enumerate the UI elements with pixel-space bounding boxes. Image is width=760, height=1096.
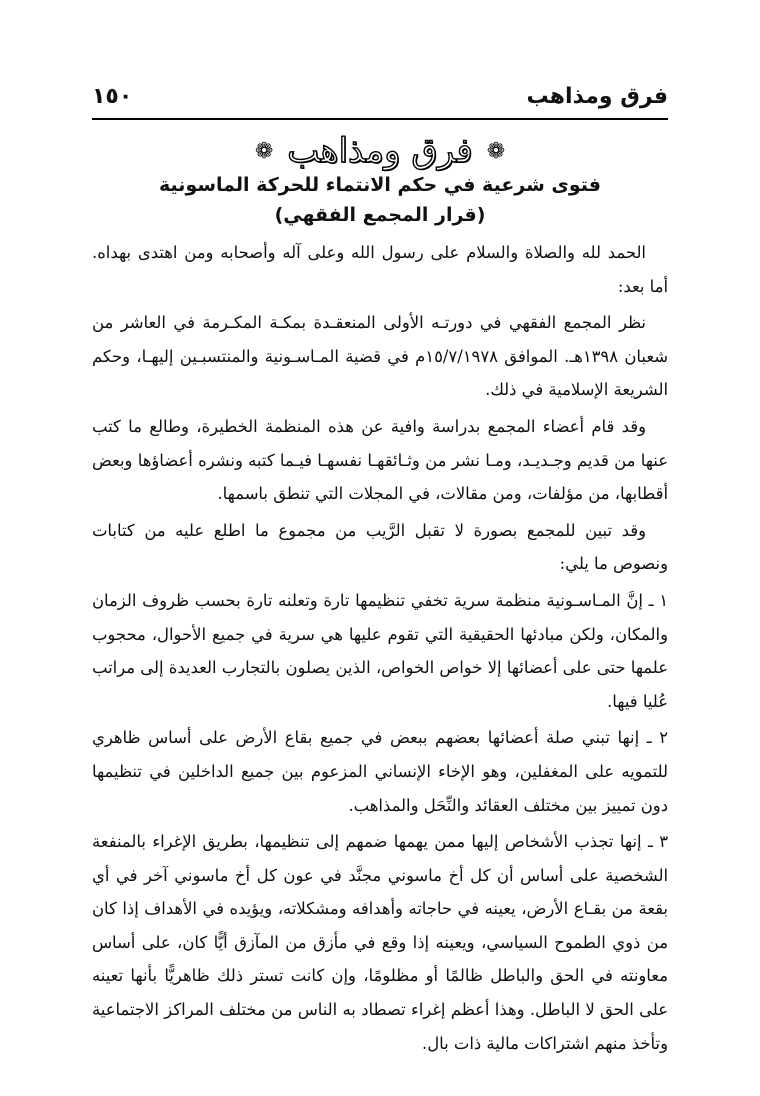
fatwa-title (0, 170, 760, 230)
fatwa-title-line: فتوى شرعية في حكم الانتماء للحركة الماسونية (159, 174, 601, 196)
finding-item-3: ٣ ـ إنها تجذب الأشخاص إليها ممن يهمها ضمهم إلى تنظيمها، بطريق الإغراء بالمنفعة الشخصية على أساس أن كل أخ ماسوني مجنَّد في عون كل أخ ماسوني آخر في أي بقعة من بقـاع الأرض، يعينه في حاجاته وأهدافه ومشكلاته، ويؤيده في الأهداف إذا كان من ذوي الطموح السياسي، ويعينه إذا وقع في مأزق من المآزق أيًّا كان، على أساس معاونته في الحق والباطل ظالمًا أو مظلومًا، وإن كانت تستر ذلك ظاهريًّا بأنها تعينه على الحق لا الباطل. وهذا أعظم إغراء تصطاد به الناس من مختلف المراكز الاجتماعية وتأخذ منهم اشتراكات مالية ذات بال. (92, 832, 668, 1053)
finding-item-2: ٢ ـ إنها تبني صلة أعضائها بعضهم ببعض في جميع بقاع الأرض على أساس ظاهري للتمويه على المغفلين، وهو الإخاء الإنساني المزعوم بين جميع الداخلين في تنظيمها دون تمييز بين مختلف العقائد والنِّحَل والمذاهب. (92, 728, 668, 815)
paragraph-findings-intro: وقد تبين للمجمع بصورة لا تقبل الرَّيب من مجموع ما اطلع عليه من كتابات ونصوص ما يلي: (92, 520, 668, 574)
ornament-right-icon: ❁ (486, 138, 506, 164)
body-text (92, 236, 668, 1063)
finding-item-1: ١ ـ إنَّ المـاسـونية منظمة سرية تخفي تنظيمها تارة وتعلنه تارة بحسب ظروف الزمان والمكان، ولكن مبادئها الحقيقية التي تقوم عليها هي سرية في جميع الأحوال، محجوب علمها حتى على أعضائها إلا خواص الخواص، الذين يصلون بالتجارب العديدة إلى مراتب عُليا فيها. (92, 590, 668, 711)
section-banner (0, 126, 760, 176)
paragraph-opening: الحمد لله والصلاة والسلام على رسول الله وعلى آله وأصحابه ومن اهتدى بهداه. أما بعد: (92, 243, 668, 296)
paragraph-study: وقد قام أعضاء المجمع بدراسة وافية عن هذه المنظمة الخطيرة، وطالع ما كتب عنها من قديم وجـديـد، ومـا نشر من وثـائقهـا نفسهـا فيـما كتبه ونشره أعضاؤها وبعض أقطابها، من مؤلفات، ومن مقالات، في المجلات التي تنطق باسمها. (92, 416, 668, 504)
page-number: ١٥٠ (92, 84, 133, 109)
ornament-left-icon: ❁ (254, 138, 274, 164)
page-header (92, 78, 668, 120)
banner-title: فرق ومذاهب (287, 131, 473, 171)
paragraph-session: نظر المجمع الفقهي في دورتـه الأولى المنعقـدة بمكـة المكـرمة في العاشر من شعبان ١٣٩٨هـ. الموافق ١٥/٧/١٩٧٨م في قضية المـاسـونية والمنتسبـين إليهـا، وحكم الشريعة الإسلامية في ذلك. (92, 313, 668, 400)
running-title: فرق ومذاهب (526, 84, 668, 109)
fatwa-subtitle: (قرار المجمع الفقهي) (274, 204, 486, 226)
